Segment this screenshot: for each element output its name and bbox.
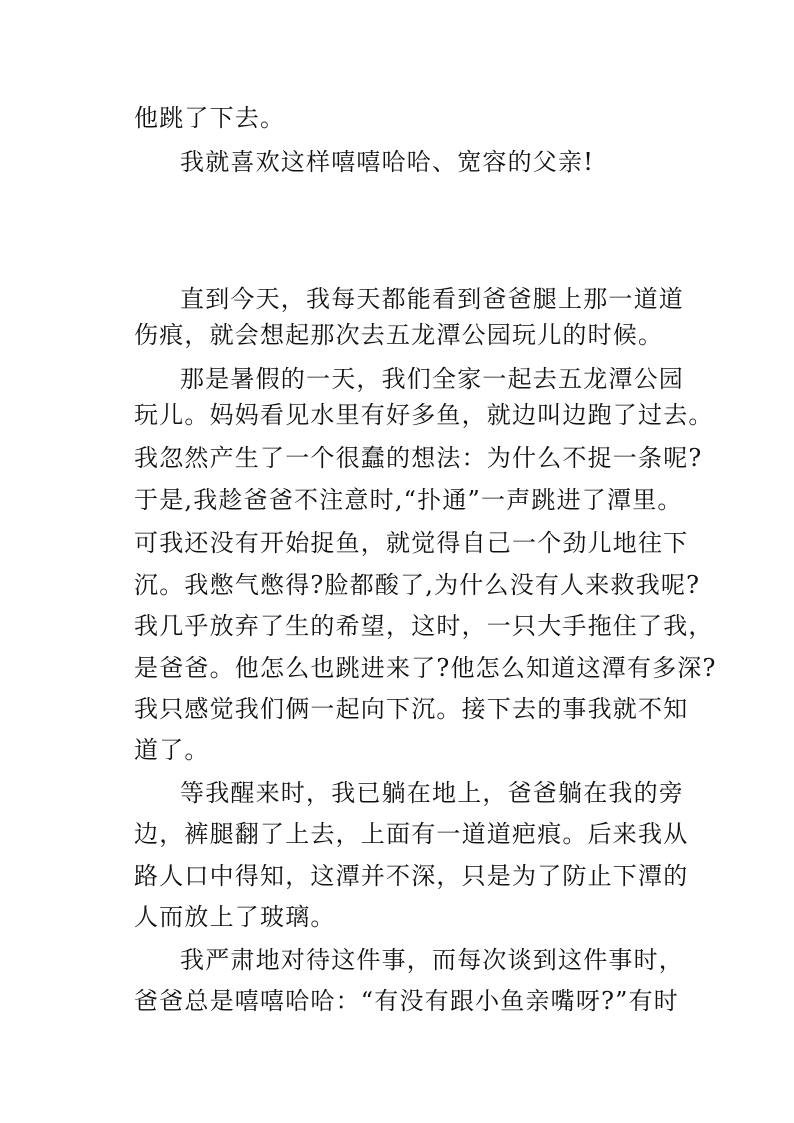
text-line-15: 等我醒来时，我已躺在地上，爸爸躺在我的旁 — [180, 779, 684, 807]
text-line-18: 人而放上了玻璃。 — [134, 903, 336, 931]
text-line-2: 我就喜欢这样嘻嘻哈哈、宽容的父亲! — [180, 148, 595, 176]
text-line-12: 是爸爸。他怎么也跳进来了?他怎么知道这潭有多深? — [134, 654, 717, 682]
text-line-8: 于是,我趁爸爸不注意时,“扑通”一声跳进了潭里。 — [134, 486, 683, 514]
text-line-9: 可我还没有开始捉鱼，就觉得自己一个劲儿地往下 — [134, 529, 689, 557]
text-line-13: 我只感觉我们俩一起向下沉。接下去的事我就不知 — [134, 695, 689, 723]
text-line-14: 道了。 — [134, 736, 210, 764]
text-line-16: 边，裤腿翻了上去，上面有一道道疤痕。后来我从 — [134, 820, 689, 848]
text-line-20: 爸爸总是嘻嘻哈哈：“有没有跟小鱼亲嘴呀?”有时 — [134, 987, 680, 1015]
text-line-3: 直到今天，我每天都能看到爸爸腿上那一道道 — [180, 285, 684, 313]
text-line-1: 他跳了下去。 — [134, 104, 286, 132]
text-line-19: 我严肃地对待这件事，而每次谈到这件事时， — [180, 946, 684, 974]
text-line-17: 路人口中得知，这潭并不深，只是为了防止下潭的 — [134, 862, 689, 890]
text-line-5: 那是暑假的一天，我们全家一起去五龙潭公园 — [180, 365, 684, 393]
text-line-4: 伤痕，就会想起那次去五龙潭公园玩儿的时候。 — [134, 321, 664, 349]
text-line-6: 玩儿。妈妈看见水里有好多鱼，就边叫边跑了过去。 — [134, 401, 714, 429]
text-line-10: 沉。我憋气憋得?脸都酸了,为什么没有人来救我呢? — [134, 571, 701, 599]
text-line-11: 我几乎放弃了生的希望，这时，一只大手拖住了我， — [134, 612, 714, 640]
text-line-7: 我忽然产生了一个很蠢的想法：为什么不捉一条呢? — [134, 444, 703, 472]
